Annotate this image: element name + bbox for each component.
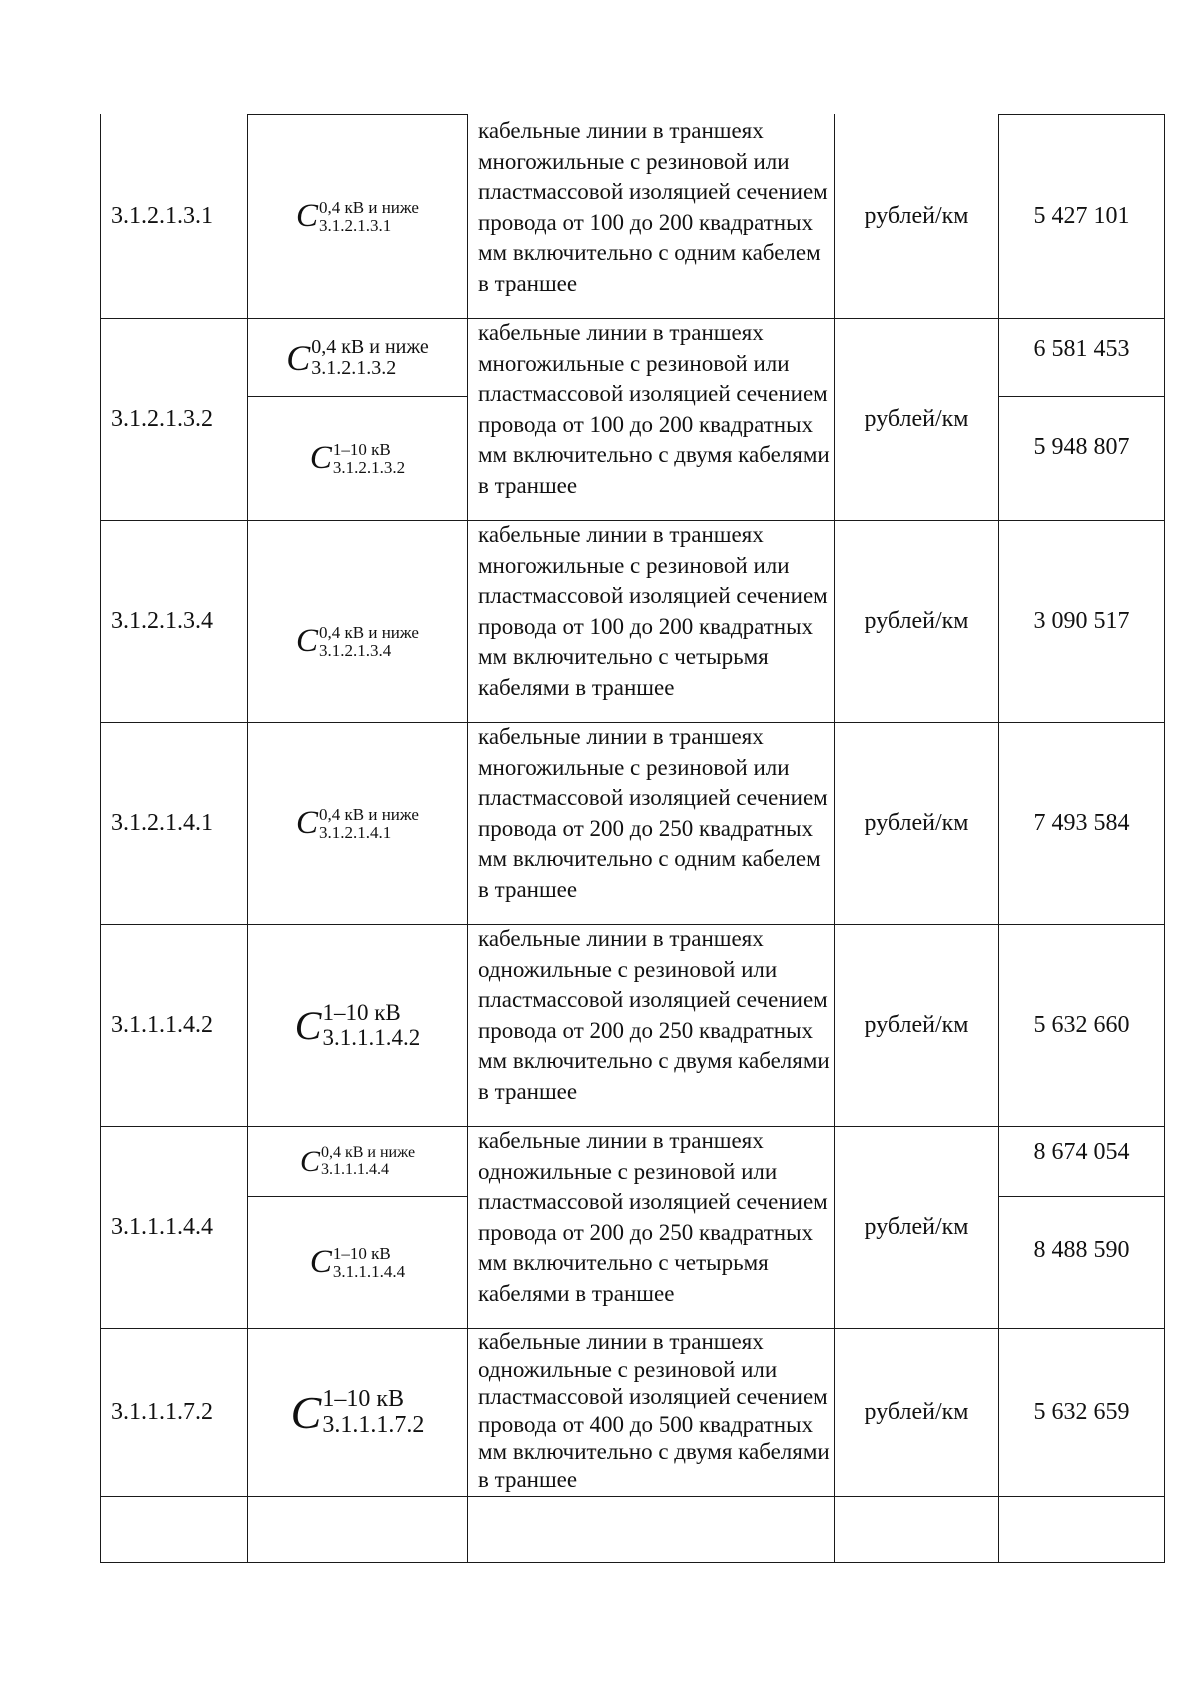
formula [300,1145,415,1179]
row-description: кабельные линии в траншеях одножильные с резиновой или пластмассовой изоляцией сечением провода от 200 до 250 квадратных мм включительно с четырьмя кабелями в траншее [478,1128,828,1306]
row-description: кабельные линии в траншеях многожильные с резиновой или пластмассовой изоляцией сечением провода от 100 до 200 квадратных мм включительно с одним кабелем в траншее [478,118,828,296]
formula [286,337,429,379]
formula-base: C [296,805,319,841]
row-price: 5 948 807 [1033,434,1130,460]
formula-base: C [286,337,311,378]
table-bottom-rule [100,1562,1164,1563]
tariff-symbol [248,319,467,396]
row-code: 3.1.2.1.4.1 [111,810,213,836]
formula-base: C [290,1387,322,1438]
tariff-symbol [248,1197,467,1328]
row-code: 3.1.1.1.7.2 [111,1399,213,1425]
formula-superscript: 1–10 кВ [332,439,391,459]
tariff-symbol [248,115,467,318]
formula-superscript: 1–10 кВ [332,1243,391,1263]
column-rule [1164,114,1165,1563]
row-unit: рублей/км [864,1012,969,1038]
row-unit: рублей/км [864,810,969,836]
formula-base: C [309,1244,332,1280]
formula-superscript: 1–10 кВ [322,1000,401,1026]
formula-subscript: 3.1.1.1.4.4 [320,1160,389,1178]
row-code: 3.1.2.1.3.4 [111,608,213,634]
formula-base: C [296,198,319,234]
formula [296,623,419,660]
formula [310,1244,405,1281]
formula [296,198,419,235]
row-price: 6 581 453 [1033,335,1130,362]
formula-subscript: 3.1.2.1.3.1 [319,215,392,235]
formula-subscript: 3.1.2.1.3.2 [311,356,397,379]
formula [291,1386,425,1439]
formula-subscript: 3.1.2.1.3.4 [319,640,392,660]
formula [296,805,419,842]
tariff-symbol [248,561,467,722]
tariff-symbol [248,723,467,924]
row-code: 3.1.1.1.4.2 [111,1012,213,1038]
row-code: 3.1.1.1.4.4 [111,1214,213,1240]
tariff-symbol [248,1127,467,1196]
row-rule [100,1496,1164,1497]
tariff-symbol [248,1329,467,1496]
formula-base: C [294,1003,322,1048]
tariff-symbol [248,397,467,520]
formula [295,1001,420,1049]
row-price: 5 632 660 [1033,1012,1130,1038]
formula-base: C [309,440,332,476]
row-price: 7 493 584 [1033,810,1130,836]
formula-subscript: 3.1.1.1.4.4 [332,1261,406,1281]
formula-subscript: 3.1.1.1.7.2 [322,1411,425,1438]
row-unit: рублей/км [864,1399,969,1425]
tariff-symbol [248,925,467,1126]
row-price: 5 427 101 [1033,203,1130,229]
row-description: кабельные линии в траншеях многожильные с резиновой или пластмассовой изоляцией сечением провода от 100 до 200 квадратных мм включительно с четырьмя кабелями в траншее [478,522,828,700]
row-price: 5 632 659 [1033,1399,1130,1425]
row-unit: рублей/км [864,406,969,432]
row-unit: рублей/км [864,203,969,229]
row-code: 3.1.2.1.3.1 [111,203,213,229]
row-price: 3 090 517 [1033,608,1130,634]
formula-base: C [296,623,319,659]
row-code: 3.1.2.1.3.2 [111,406,213,432]
formula-superscript: 0,4 кВ и ниже [319,622,419,642]
row-description: кабельные линии в траншеях многожильные с резиновой или пластмассовой изоляцией сечением провода от 100 до 200 квадратных мм включительно с двумя кабелями в траншее [478,320,830,498]
formula-base: C [299,1144,320,1178]
formula-subscript: 3.1.2.1.3.2 [332,457,406,477]
row-description: кабельные линии в траншеях одножильные с резиновой или пластмассовой изоляцией сечением провода от 400 до 500 квадратных мм включительно с двумя кабелями в траншее [478,1329,830,1492]
row-unit: рублей/км [864,608,969,634]
formula-subscript: 3.1.1.1.4.2 [322,1024,421,1050]
formula-subscript: 3.1.2.1.4.1 [319,822,392,842]
row-price: 8 674 054 [1033,1139,1130,1165]
formula-superscript: 1–10 кВ [322,1386,405,1413]
row-price: 8 488 590 [1033,1237,1130,1263]
row-unit: рублей/км [864,1214,969,1240]
row-description: кабельные линии в траншеях многожильные с резиновой или пластмассовой изоляцией сечением провода от 200 до 250 квадратных мм включительно с одним кабелем в траншее [478,724,828,902]
formula [310,440,405,477]
formula-superscript: 0,4 кВ и ниже [311,335,429,358]
row-description: кабельные линии в траншеях одножильные с резиновой или пластмассовой изоляцией сечением провода от 200 до 250 квадратных мм включительно с двумя кабелями в траншее [478,926,830,1104]
formula-superscript: 0,4 кВ и ниже [319,804,419,824]
formula-superscript: 0,4 кВ и ниже [320,1143,416,1161]
formula-superscript: 0,4 кВ и ниже [319,197,419,217]
